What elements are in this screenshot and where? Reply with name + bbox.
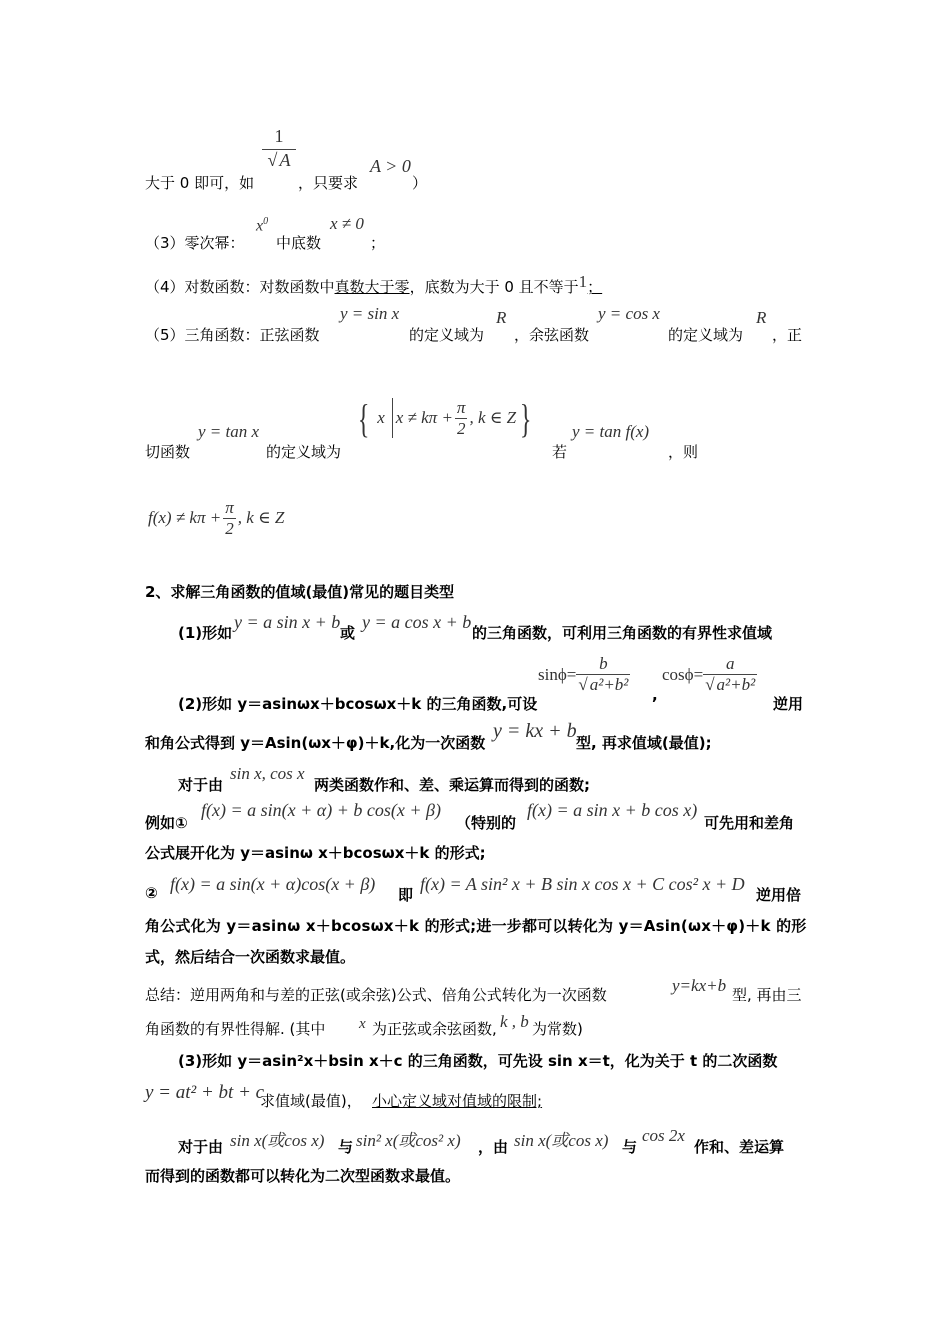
- set-left-brace: {: [357, 395, 370, 441]
- ex2-e1: f(x) = a sin(x + α)cos(x + β): [170, 874, 376, 894]
- set-right-brace: }: [519, 395, 532, 441]
- ex2-e2: f(x) = A sin² x + B sin x cos x + C cos² x + D: [420, 874, 745, 894]
- item5-tanf: y = tan f(x): [572, 422, 650, 441]
- item5-line2-b: 的定义域为: [266, 443, 342, 461]
- t1-a: (1)形如: [178, 624, 233, 642]
- set-frac-pi: π: [456, 397, 466, 417]
- p2-e3: sin x(或cos x): [514, 1131, 609, 1150]
- ex2-c: 逆用倍: [756, 886, 802, 904]
- set-frac-two: 2: [455, 418, 468, 439]
- t2-c: 和角公式得到 y＝Asin(ωx＋φ)＋k,化为一次函数: [145, 734, 486, 752]
- set-k: , k ∈ Z: [469, 408, 517, 427]
- sum-a: 总结：逆用两角和与差的正弦(或余弦)公式、倍角公式转化为一次函数: [145, 986, 607, 1004]
- item3-mid: 中底数: [276, 234, 322, 252]
- t1-e1: y = a sin x + b: [234, 612, 341, 632]
- ex1-d: 公式展开化为 y＝asinω x＋bcosωx＋k 的形式;: [145, 844, 486, 862]
- line1-cond: A > 0: [370, 156, 411, 176]
- sinphi-frac: [576, 654, 630, 695]
- item3-x: x: [256, 217, 264, 235]
- cosphi-formula: [662, 654, 757, 695]
- sum-e: y=kx+b: [672, 976, 727, 995]
- t2-comma: ,: [652, 686, 658, 704]
- p2-e2: sin² x(或cos² x): [356, 1131, 461, 1150]
- item5-tan: y = tan x: [198, 422, 260, 441]
- cosphi-den: √ a²+b²: [705, 675, 756, 694]
- ex1-a: 例如①: [145, 814, 188, 832]
- item4-end: ；: [587, 278, 603, 296]
- ex2-e: 式，然后结合一次函数求最值。: [145, 948, 356, 966]
- item4-prefix: （4）对数函数：对数函数中: [145, 278, 335, 296]
- f-k: , k ∈ Z: [237, 508, 285, 527]
- item3-label: （3）零次幂：: [145, 234, 245, 252]
- p2-f: 作和、差运算: [694, 1138, 785, 1156]
- ex1-e2: f(x) = a sin x + b cos x): [527, 800, 698, 820]
- sum-x: x: [359, 1016, 366, 1032]
- f-cond: f(x) ≠ kπ +: [148, 508, 222, 527]
- item5-end: ，正: [772, 326, 803, 344]
- item3-end: ；: [370, 234, 386, 252]
- p2-d: 与: [622, 1138, 638, 1156]
- item5-domain-text: 的定义域为: [409, 326, 485, 344]
- section2-title: 2、求解三角函数的值域(最值)常见的题目类型: [145, 583, 455, 601]
- sinphi-den: √ a²+b²: [578, 675, 629, 694]
- f-condition: [148, 494, 284, 542]
- frac-num: 1: [274, 126, 284, 146]
- item5-label: （5）三角函数：正弦函数: [145, 326, 320, 344]
- line1-text-a: 大于 0 即可，如: [145, 174, 255, 192]
- sinphi-formula: [538, 654, 630, 695]
- t2-b: 逆用: [773, 695, 804, 713]
- t3-a: (3)形如 y＝asin²x＋bsin x＋c 的三角函数，可先设 sin x＝t，化为关于 t 的二次函数: [178, 1052, 778, 1070]
- t3-u: 小心定义域对值域的限制;: [372, 1092, 543, 1110]
- t2-a: (2)形如 y＝asinωx＋bcosωx＋k 的三角函数,可设: [178, 695, 538, 713]
- p2-a: 对于由: [178, 1138, 224, 1156]
- item3-exp: 0: [263, 216, 269, 227]
- item5-sin: y = sin x: [340, 304, 400, 323]
- f-frac-pi: π: [225, 497, 234, 517]
- p2-e4: cos 2x: [642, 1126, 685, 1145]
- sum-d: 为正弦或余弦函数,: [372, 1020, 497, 1038]
- p1-a: 对于由: [178, 776, 224, 794]
- cosphi-den-val: a²+b²: [716, 675, 756, 694]
- item5-cos: y = cos x: [598, 304, 660, 323]
- item5-domain-text2: 的定义域为: [668, 326, 744, 344]
- set-var: x: [377, 408, 385, 427]
- sinphi-label: sinϕ=: [538, 664, 577, 684]
- t1-or: 或: [340, 624, 356, 642]
- sum-c: 角函数的有界性得解. (其中: [145, 1020, 326, 1038]
- item4-one: 1: [578, 272, 588, 291]
- cosphi-frac: [703, 654, 757, 695]
- p2-c: ，由: [478, 1138, 509, 1156]
- item3-expr: [256, 216, 268, 235]
- p2-e1: sin x(或cos x): [230, 1131, 325, 1150]
- item4-line: [145, 272, 603, 297]
- cosphi-label: cosϕ=: [662, 664, 704, 684]
- ex1-e1: f(x) = a sin(x + α) + b cos(x + β): [201, 800, 441, 820]
- item5-then: ，则: [668, 443, 699, 461]
- ex1-b: （特别的: [456, 814, 517, 832]
- ex2-d: 角公式化为 y＝asinω x＋bcosωx＋k 的形式;进一步都可以转化为 y＝Asin(ωx＋φ)＋k 的形: [145, 917, 807, 935]
- frac-den: √ A: [262, 149, 296, 171]
- ex2-a: ②: [145, 884, 158, 902]
- t3-b: 求值域(最值)，: [260, 1092, 362, 1110]
- item4-suffix: ，底数为大于 0 且不等于: [409, 278, 579, 296]
- p1-e: sin x, cos x: [230, 764, 305, 783]
- line1-text-b: ，只要求: [298, 174, 359, 192]
- item3-cond: x ≠ 0: [330, 214, 364, 233]
- ex2-b: 即: [398, 886, 414, 904]
- p1-b: 两类函数作和、差、乘运算而得到的函数;: [314, 776, 591, 794]
- item5-line2-a: 切函数: [145, 443, 191, 461]
- item5-R: R: [496, 308, 507, 327]
- p2-b: 与: [338, 1138, 354, 1156]
- item5-R2: R: [756, 308, 767, 327]
- tan-domain-set: [354, 392, 535, 444]
- set-divider: [392, 398, 393, 438]
- sum-b: 型, 再由三: [732, 986, 802, 1004]
- sum-kb: k , b: [500, 1012, 529, 1031]
- item5-mid: ，余弦函数: [514, 326, 590, 344]
- t1-e2: y = a cos x + b: [362, 612, 472, 632]
- sinphi-num: b: [599, 654, 608, 673]
- t2-kxb: y = kx + b: [493, 720, 577, 742]
- t2-d: 型, 再求值域(最值);: [576, 734, 712, 752]
- t3-e: y = at² + bt + c: [145, 1082, 265, 1103]
- p2-g: 而得到的函数都可以转化为二次型函数求最值。: [145, 1167, 461, 1185]
- t1-b: 的三角函数，可利用三角函数的有界性求值域: [472, 624, 773, 642]
- line1-fraction: [262, 126, 296, 171]
- sum-e2: 为常数): [532, 1020, 583, 1038]
- ex1-c: 可先用和差角: [704, 814, 795, 832]
- cosphi-num: a: [725, 654, 735, 673]
- item4-underlined: 真数大于零: [334, 278, 410, 296]
- set-cond: x ≠ kπ +: [395, 408, 453, 427]
- set-frac: [455, 398, 468, 439]
- f-frac-two: 2: [223, 518, 236, 539]
- sinphi-den-val: a²+b²: [589, 675, 629, 694]
- frac-den-A: A: [279, 150, 291, 170]
- line1-text-c: ）: [412, 174, 428, 192]
- f-frac: [223, 498, 236, 539]
- item5-if: 若: [552, 443, 568, 461]
